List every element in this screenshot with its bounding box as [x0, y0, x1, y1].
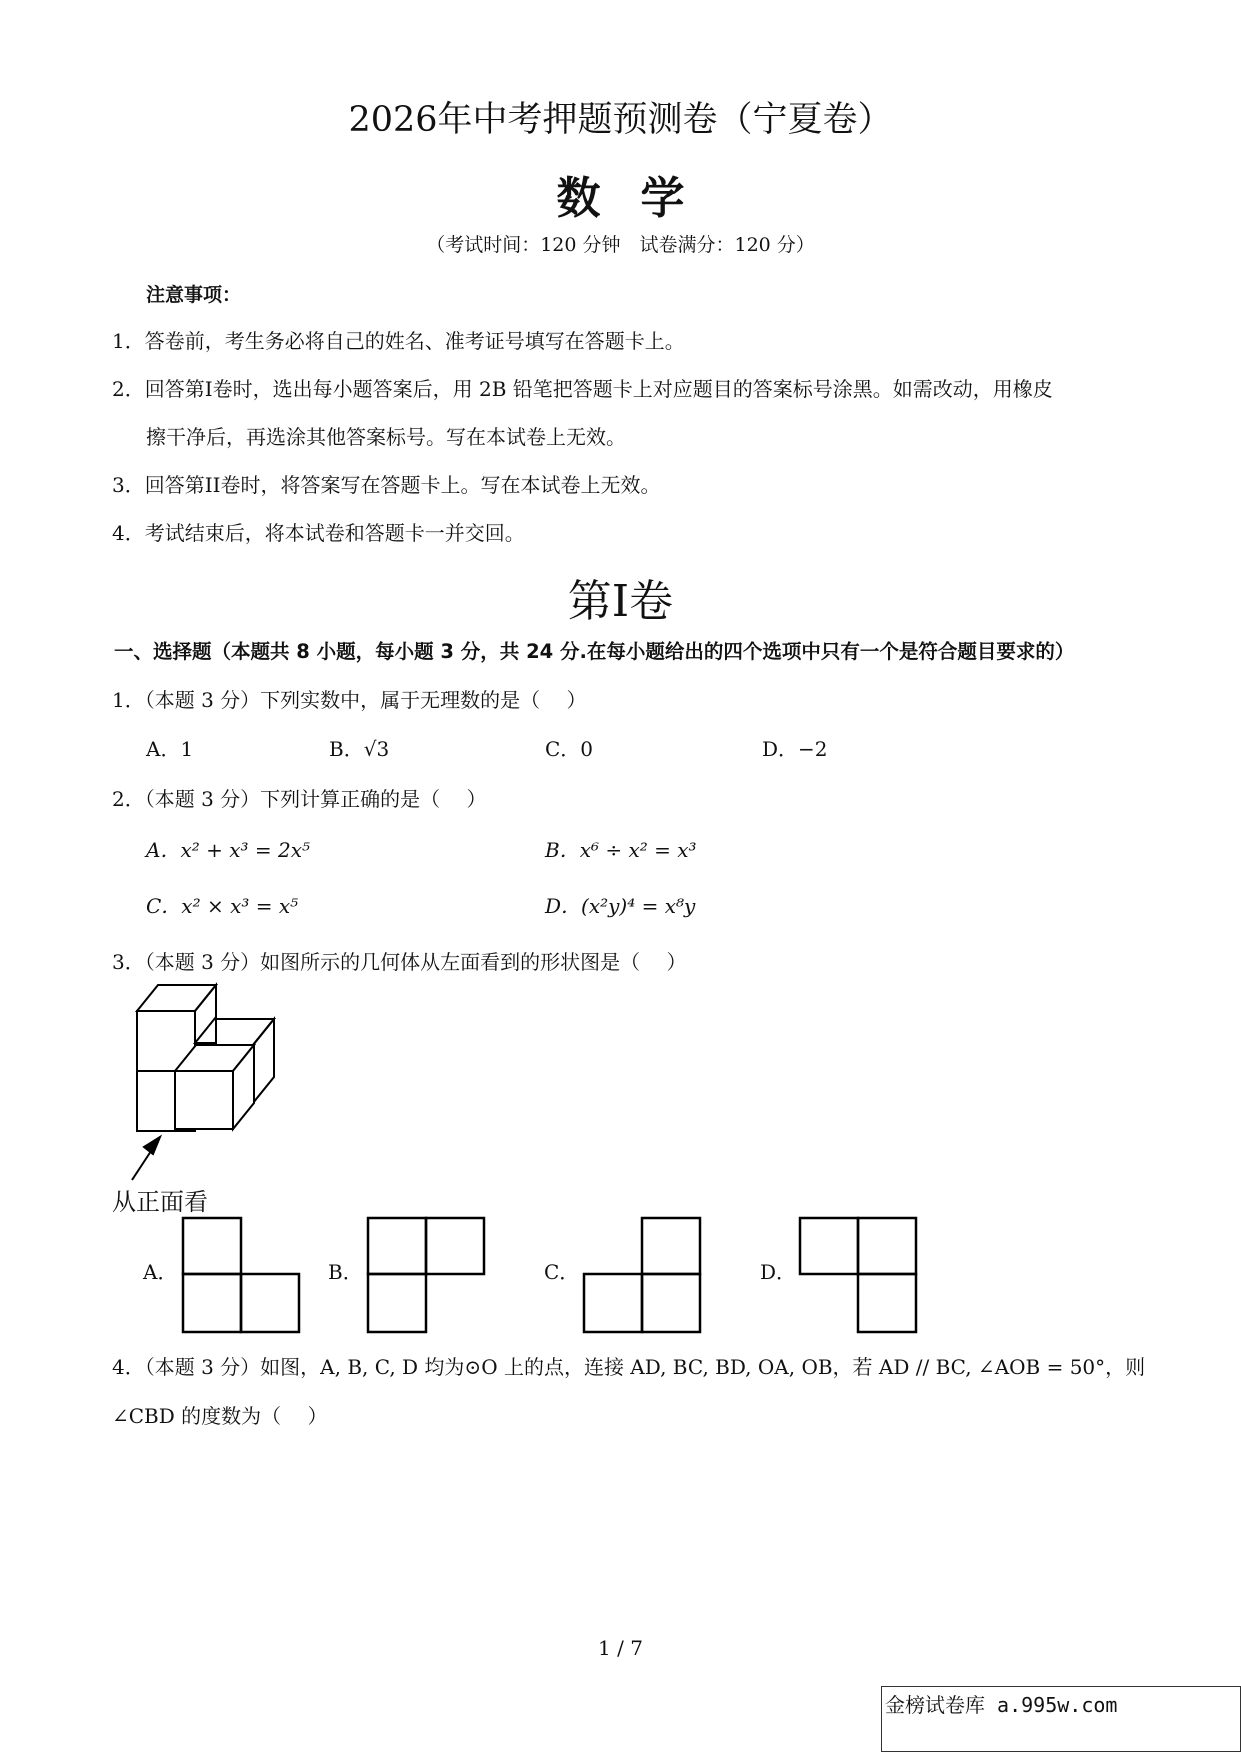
subject-title: 数学 [556, 173, 725, 224]
q2-option-a: A．x² + x³ = 2x⁵ [146, 838, 311, 862]
q2-option-c: C．x² × x³ = x⁵ [146, 894, 299, 918]
section-title: 一、选择题（本题共 8 小题，每小题 3 分，共 24 分.在每小题给出的四个选项中只有一个是符合题目要求的） [114, 640, 1075, 663]
q3-solid-figure [100, 975, 300, 1185]
q3-stem: 3．（本题 3 分）如图所示的几何体从左面看到的形状图是（ ） [112, 950, 687, 974]
q1-option-a: A．1 [146, 737, 194, 761]
q3-option-d-label: D． [760, 1260, 797, 1284]
q3-option-c-label: C． [544, 1260, 580, 1284]
note-item-3: 3．回答第II卷时，将答案写在答题卡上。写在本试卷上无效。 [112, 473, 661, 497]
volume-title: 第I卷 [567, 576, 674, 627]
q1-option-d: D．−2 [762, 737, 828, 761]
q3-option-b-label: B． [328, 1260, 363, 1284]
note-item-2-cont: 擦干净后，再选涂其他答案标号。写在本试卷上无效。 [146, 425, 626, 449]
q3-option-d-shape [798, 1216, 918, 1334]
watermark-text: 金榜试卷库 a.995w.com [885, 1693, 1118, 1717]
q4-stem-line1: 4．（本题 3 分）如图，A, B, C, D 均为⊙O 上的点，连接 AD, BC, BD, OA, OB，若 AD // BC, ∠AOB = 50°，则 [112, 1355, 1146, 1379]
page-number: 1 / 7 [598, 1636, 643, 1660]
q1-option-b: B．√3 [329, 737, 390, 761]
note-item-2: 2．回答第I卷时，选出每小题答案后，用 2B 铅笔把答题卡上对应题目的答案标号涂黑。如需改动，用橡皮 [112, 377, 1053, 401]
q1-stem: 1．（本题 3 分）下列实数中，属于无理数的是（ ） [112, 688, 587, 712]
note-item-1: 1．答卷前，考生务必将自己的姓名、准考证号填写在答题卡上。 [112, 329, 685, 353]
q3-option-a-shape [181, 1216, 301, 1334]
q3-option-c-shape [582, 1216, 702, 1334]
q4-stem-line2: ∠CBD 的度数为（ ） [112, 1404, 328, 1428]
exam-info: （考试时间：120 分钟 试卷满分：120 分） [426, 234, 815, 256]
exam-title: 2026年中考押题预测卷（宁夏卷） [348, 100, 893, 140]
q3-option-b-shape [366, 1216, 486, 1334]
q3-figure-label: 从正面看 [112, 1188, 208, 1216]
watermark-box [881, 1686, 1241, 1752]
note-item-4: 4．考试结束后，将本试卷和答题卡一并交回。 [112, 521, 525, 545]
q2-option-b: B．x⁶ ÷ x² = x³ [545, 838, 697, 862]
q1-option-c: C．0 [545, 737, 594, 761]
q2-stem: 2．（本题 3 分）下列计算正确的是（ ） [112, 787, 487, 811]
q3-option-a-label: A． [143, 1260, 178, 1284]
q2-option-d: D．(x²y)⁴ = x⁸y [545, 894, 696, 918]
notes-heading: 注意事项： [146, 284, 242, 306]
